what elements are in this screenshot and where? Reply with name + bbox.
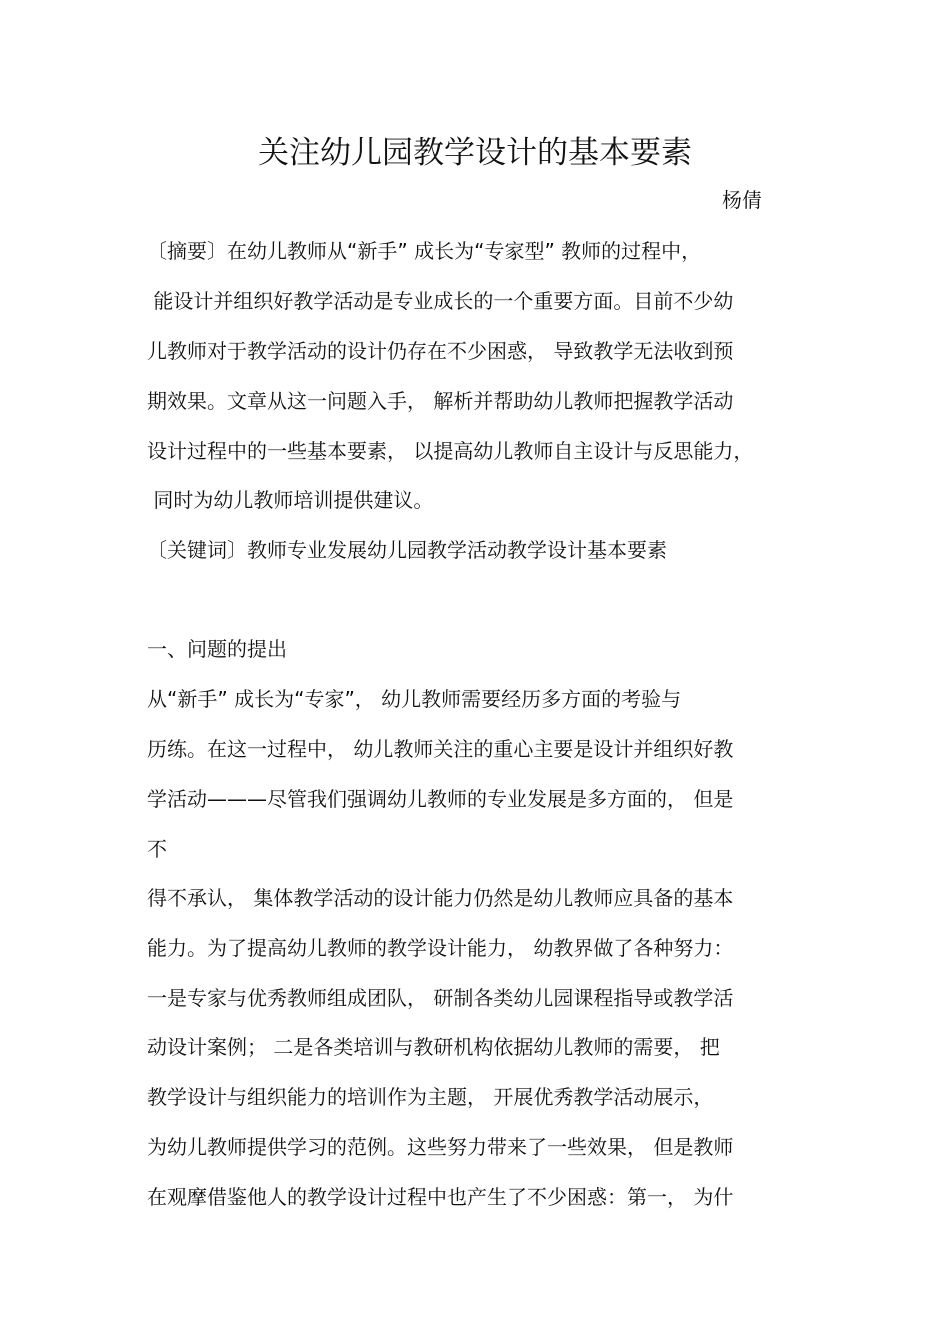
body-line: 教学设计与组织能力的培训作为主题， 开展优秀教学活动展示， [147, 1085, 714, 1109]
author-name: 杨倩 [722, 188, 762, 212]
section-heading: 一、问题的提出 [147, 637, 287, 661]
keywords-line: 〔关键词〕教师专业发展幼儿园教学活动教学设计基本要素 [147, 538, 667, 562]
abstract-line: 同时为幼儿教师培训提供建议。 [147, 488, 434, 512]
body-line: 为幼儿教师提供学习的范例。这些努力带来了一些效果， 但是教师 [147, 1135, 734, 1159]
body-line: 学活动———尽管我们强调幼儿教师的专业发展是多方面的， 但是 [147, 787, 734, 811]
body-line: 不 [147, 837, 167, 861]
abstract-line: 儿教师对于教学活动的设计仍存在不少困惑， 导致教学无法收到预 [147, 339, 734, 363]
body-line: 历练。在这一过程中， 幼儿教师关注的重心主要是设计并组织好教 [147, 737, 734, 761]
body-line: 得不承认， 集体教学活动的设计能力仍然是幼儿教师应具备的基本 [147, 886, 734, 910]
body-line: 能力。为了提高幼儿教师的教学设计能力， 幼教界做了各种努力： [147, 936, 734, 960]
body-line: 一是专家与优秀教师组成团队， 研制各类幼儿园课程指导或教学活 [147, 986, 734, 1010]
document-title: 关注幼儿园教学设计的基本要素 [258, 135, 692, 171]
abstract-line: 能设计并组织好教学活动是专业成长的一个重要方面。目前不少幼 [147, 289, 734, 313]
abstract-line: 期效果。文章从这一问题入手， 解析并帮助幼儿教师把握教学活动 [147, 389, 734, 413]
body-line: 在观摩借鉴他人的教学设计过程中也产生了不少困惑：第一， 为什 [147, 1185, 734, 1209]
abstract-line: 设计过程中的一些基本要素， 以提高幼儿教师自主设计与反思能力， [147, 439, 754, 463]
body-line: 动设计案例； 二是各类培训与教研机构依据幼儿教师的需要， 把 [147, 1035, 720, 1059]
body-line: 从“新手” 成长为“专家”， 幼儿教师需要经历多方面的考验与 [147, 687, 682, 711]
abstract-line: 〔摘要〕在幼儿教师从“新手” 成长为“专家型” 教师的过程中， [147, 239, 702, 263]
